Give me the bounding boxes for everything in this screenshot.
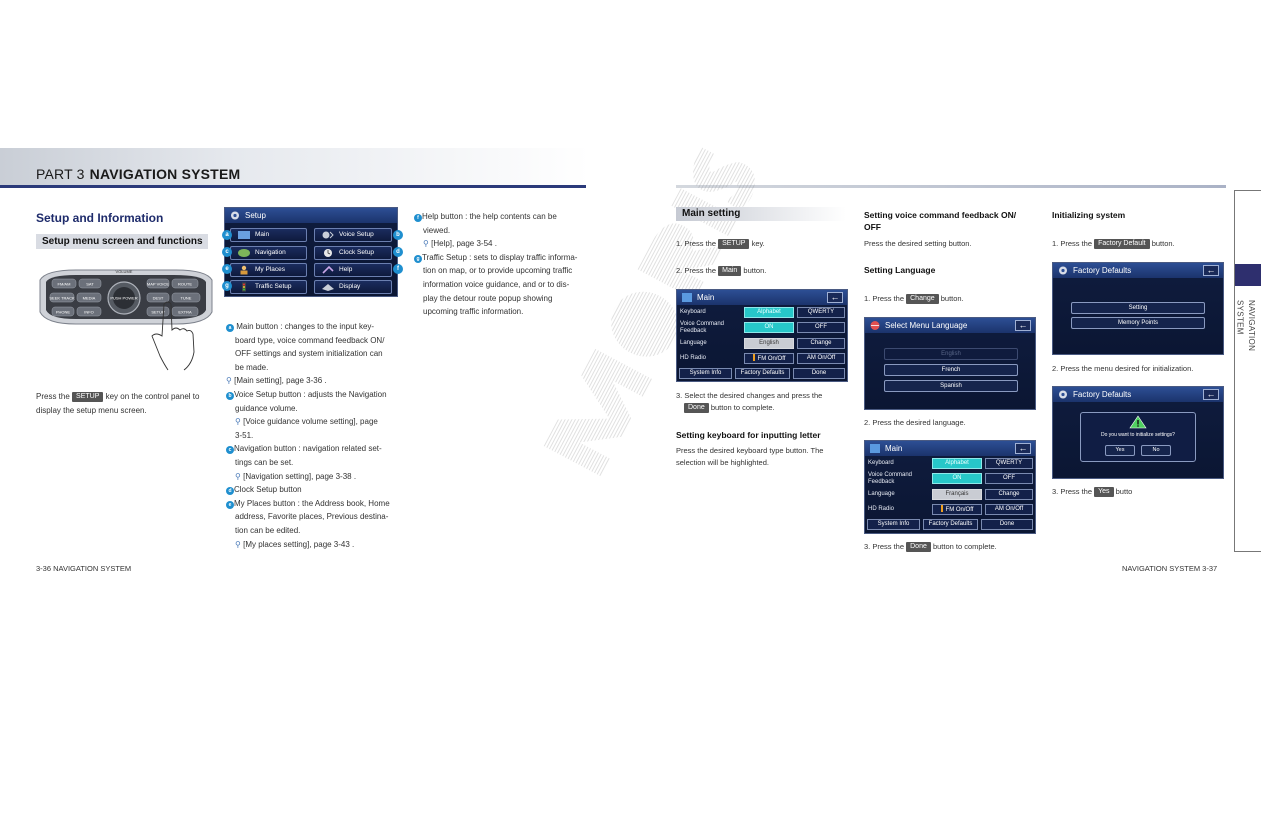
language-step-1: 1. Press the Change button. [864,294,964,303]
language-step-2: 2. Press the desired language. [864,418,966,427]
fm-toggle-button[interactable]: FM On/Off [932,504,982,515]
key-label: SETUP [718,239,749,249]
language-option-spanish[interactable]: Spanish [884,380,1018,392]
subsection-title: Setup menu screen and functions [36,234,208,249]
am-toggle-button[interactable]: AM On/Off [797,353,845,364]
desc-reference: ⚲ [Navigation setting], page 3-38 . [235,471,357,481]
setup-main-button[interactable]: Main [230,228,307,242]
setup-myplaces-button[interactable]: My Places [230,263,307,277]
traffic-light-icon [237,282,251,292]
init-title: Initializing system [1052,210,1126,220]
desc-line: tings can be set. [235,457,294,467]
setup-display-button[interactable]: Display [314,280,392,294]
indicator-bar [941,505,943,512]
row-label-hd-radio: HD Radio [868,506,895,512]
callout-c: c [222,247,232,257]
desc-line: viewed. [423,225,451,235]
main-setting-title: Main setting [676,207,846,221]
key-label: Change [906,294,939,304]
key-label: Yes [1094,487,1113,497]
desc-line: OFF settings and system initialization can [235,349,383,359]
language-current: Français [932,489,982,500]
key-label: Done [684,403,709,413]
desc-line: e My Places button : the Address book, Home [226,497,402,511]
desc-line: address, Favorite places, Previous destina- [235,512,389,522]
confirm-dialog [1080,412,1196,462]
callout-e-inline: e [226,501,234,509]
magnifier-icon: ⚲ [235,539,241,549]
option-off[interactable]: OFF [797,322,845,333]
row-label-hd-radio: HD Radio [680,355,707,361]
change-language-button[interactable]: Change [797,338,845,349]
desc-reference: ⚲ [My places setting], page 3-43 . [235,539,355,549]
back-button[interactable]: ← [1015,443,1031,454]
option-on[interactable]: ON [744,322,794,333]
side-tab-border-bottom [1234,551,1261,552]
side-tab-border [1234,190,1235,552]
desc-line: tion on map, or to provide upcoming traffic [423,266,573,276]
keyboard-setting-title: Setting keyboard for inputting letter [676,430,821,440]
back-button[interactable]: ← [1015,320,1031,331]
factory-setting-button[interactable]: Setting [1071,302,1205,314]
footer-left: 3-36 NAVIGATION SYSTEM [36,564,132,573]
desc-line: 3-51. [235,430,254,440]
help-icon [321,265,335,275]
panel-label-sat: SAT [86,281,94,287]
main-screen-1-title: Main ← [677,290,847,305]
factory-defaults-button[interactable]: Factory Defaults [735,368,790,379]
setup-screen-title: Setup [225,208,397,223]
language-icon [869,320,881,331]
panel-label-volume: VOLUME [115,269,133,274]
callout-e: e [222,264,232,274]
init-step-3: 3. Press the Yes butto [1052,487,1133,496]
callout-d: d [393,247,403,257]
desc-line: f Help button : the help contents can be [414,210,586,224]
callout-c-inline: c [226,446,234,454]
panel-label-tune: TUNE [180,295,192,301]
setup-navigation-button[interactable]: Navigation [230,246,307,260]
language-option-french[interactable]: French [884,364,1018,376]
callout-g: g [222,281,232,291]
voice-feedback-text: Press the desired setting button. [864,239,972,248]
factory-screen-1-title: Factory Defaults ← [1053,263,1223,278]
row-label-keyboard: Keyboard [868,460,894,466]
main-step-1: 1. Press the SETUP key. [676,239,765,248]
option-qwerty[interactable]: QWERTY [797,307,845,318]
key-label: Done [906,542,931,552]
panel-label-setup: SETUP [151,309,165,315]
done-button[interactable]: Done [793,368,845,379]
callout-b: b [393,230,403,240]
row-label-keyboard: Keyboard [680,309,706,315]
setup-voice-button[interactable]: Voice Setup [314,228,392,242]
setup-traffic-button[interactable]: Traffic Setup [230,280,307,294]
system-info-button[interactable]: System Info [679,368,732,379]
desc-line: guidance volume. [235,403,298,413]
done-button[interactable]: Done [981,519,1033,530]
side-tab-border-top [1234,190,1261,191]
indicator-bar [753,354,755,361]
row-label-voice-feedback: Voice Command Feedback [680,321,725,334]
option-qwerty[interactable]: QWERTY [985,458,1033,469]
option-alphabet[interactable]: Alphabet [744,307,794,318]
navigation-icon [237,248,251,258]
description-column-1 [226,320,402,551]
language-current: English [744,338,794,349]
voice-feedback-title: Setting voice command feedback ON/ OFF [864,210,1017,232]
gear-icon [1057,265,1069,276]
header-rule-right [676,185,1226,188]
main-step-2: 2. Press the Main button. [676,266,767,275]
panel-label-push-power: PUSH POWER [110,295,138,301]
desc-line: g Traffic Setup : sets to display traffic informa- [414,251,586,265]
main-icon [237,230,251,240]
main-screen-2-title: Main ← [865,441,1035,456]
desc-line: information voice guidance, and or to dis- [423,279,570,289]
desc-line: play the detour route popup showing [423,293,553,303]
language-setting-title: Setting Language [864,265,936,275]
description-column-2 [414,210,586,319]
magnifier-icon: ⚲ [226,376,232,386]
no-button[interactable]: No [1141,445,1171,456]
section-title: Setup and Information [36,211,164,225]
main-icon [681,292,693,303]
yes-button[interactable]: Yes [1105,445,1135,456]
row-label-language: Language [680,340,707,346]
fm-toggle-button[interactable]: FM On/Off [744,353,794,364]
clock-icon [321,248,335,258]
desc-line: b Voice Setup button : adjusts the Navigation [226,388,402,402]
voice-icon [321,230,335,240]
back-button[interactable]: ← [1203,265,1219,276]
magnifier-icon: ⚲ [235,417,241,427]
back-button[interactable]: ← [1203,389,1219,400]
callout-b-inline: b [226,392,234,400]
language-screen-title: Select Menu Language ← [865,318,1035,333]
page-title: PART 3 NAVIGATION SYSTEM [36,166,241,182]
factory-memory-points-button[interactable]: Memory Points [1071,317,1205,329]
desc-line: upcoming traffic information. [423,307,524,317]
main-icon [869,443,881,454]
option-on[interactable]: ON [932,473,982,484]
callout-d-inline: d [226,487,234,495]
callout-g-inline: g [414,255,422,263]
language-step-3: 3. Press the Done button to complete. [864,542,997,551]
person-icon [237,265,251,275]
panel-label-seek: SEEK TRACK [49,295,75,301]
language-option-english: English [884,348,1018,360]
callout-a-inline: a [226,324,234,332]
panel-label-dest: DEST [152,295,164,301]
main-step-3: 3. Select the desired changes and press the Done button to complete. [676,391,823,412]
init-step-2: 2. Press the menu desired for initialization. [1052,364,1194,373]
panel-label-extra: EXTRA [178,309,192,315]
desc-line: c Navigation button : navigation related set- [226,442,402,456]
panel-label-route: ROUTE [178,281,192,287]
keyboard-setting-text: Press the desired keyboard type button. The selection will be highlighted. [676,446,824,467]
factory-defaults-button[interactable]: Factory Defaults [923,519,978,530]
magnifier-icon: ⚲ [235,471,241,481]
option-off[interactable]: OFF [985,473,1033,484]
desc-reference: ⚲ [Help], page 3-54 . [423,239,497,249]
footer-right: NAVIGATION SYSTEM 3-37 [1122,564,1218,573]
desc-line: a Main button : changes to the input key- [226,320,402,334]
confirm-question: Do you want to initialize settings? [1101,432,1175,438]
magnifier-icon: ⚲ [423,239,429,249]
setup-help-button[interactable]: Help [314,263,392,277]
system-info-button[interactable]: System Info [867,519,920,530]
panel-caption: Press the SETUP key on the control panel to display the setup menu screen. [36,392,200,415]
gear-icon [229,210,241,221]
side-tab-marker [1235,264,1261,286]
panel-label-info: INFO [84,309,94,315]
row-label-language: Language [868,491,895,497]
desc-line: d Clock Setup button [226,483,402,497]
panel-label-media: MEDIA [82,295,96,301]
option-alphabet[interactable]: Alphabet [932,458,982,469]
init-step-1: 1. Press the Factory Default button. [1052,239,1175,248]
panel-label-phone: PHONE [55,309,71,315]
gear-icon [1057,389,1069,400]
header-rule-left [0,185,586,188]
factory-screen-2-title: Factory Defaults ← [1053,387,1223,402]
callout-f-inline: f [414,214,422,222]
panel-label-fm-am: FM/AM [57,281,71,287]
key-label: Factory Default [1094,239,1149,249]
desc-reference: ⚲ [Voice guidance volume setting], page [235,417,378,427]
desc-line: tion can be edited. [235,525,301,535]
warning-icon [1129,415,1147,429]
key-label: Main [718,266,741,276]
change-language-button[interactable]: Change [985,489,1033,500]
panel-label-map-voice: MAP VOICE [146,281,170,287]
setup-clock-button[interactable]: Clock Setup [314,246,392,260]
setup-key-label: SETUP [72,392,103,402]
row-label-voice-feedback: Voice Command Feedback [868,472,913,485]
desc-line: be made. [235,362,269,372]
callout-a: a [222,230,232,240]
desc-line: board type, voice command feedback ON/ [235,335,385,345]
back-button[interactable]: ← [827,292,843,303]
callout-f: f [393,264,403,274]
side-tab-label: NAVIGATION SYSTEM [1235,300,1256,352]
am-toggle-button[interactable]: AM On/Off [985,504,1033,515]
pointing-hand-icon [140,300,200,372]
desc-reference: ⚲ [Main setting], page 3-36 . [226,376,327,386]
display-icon [321,282,335,292]
